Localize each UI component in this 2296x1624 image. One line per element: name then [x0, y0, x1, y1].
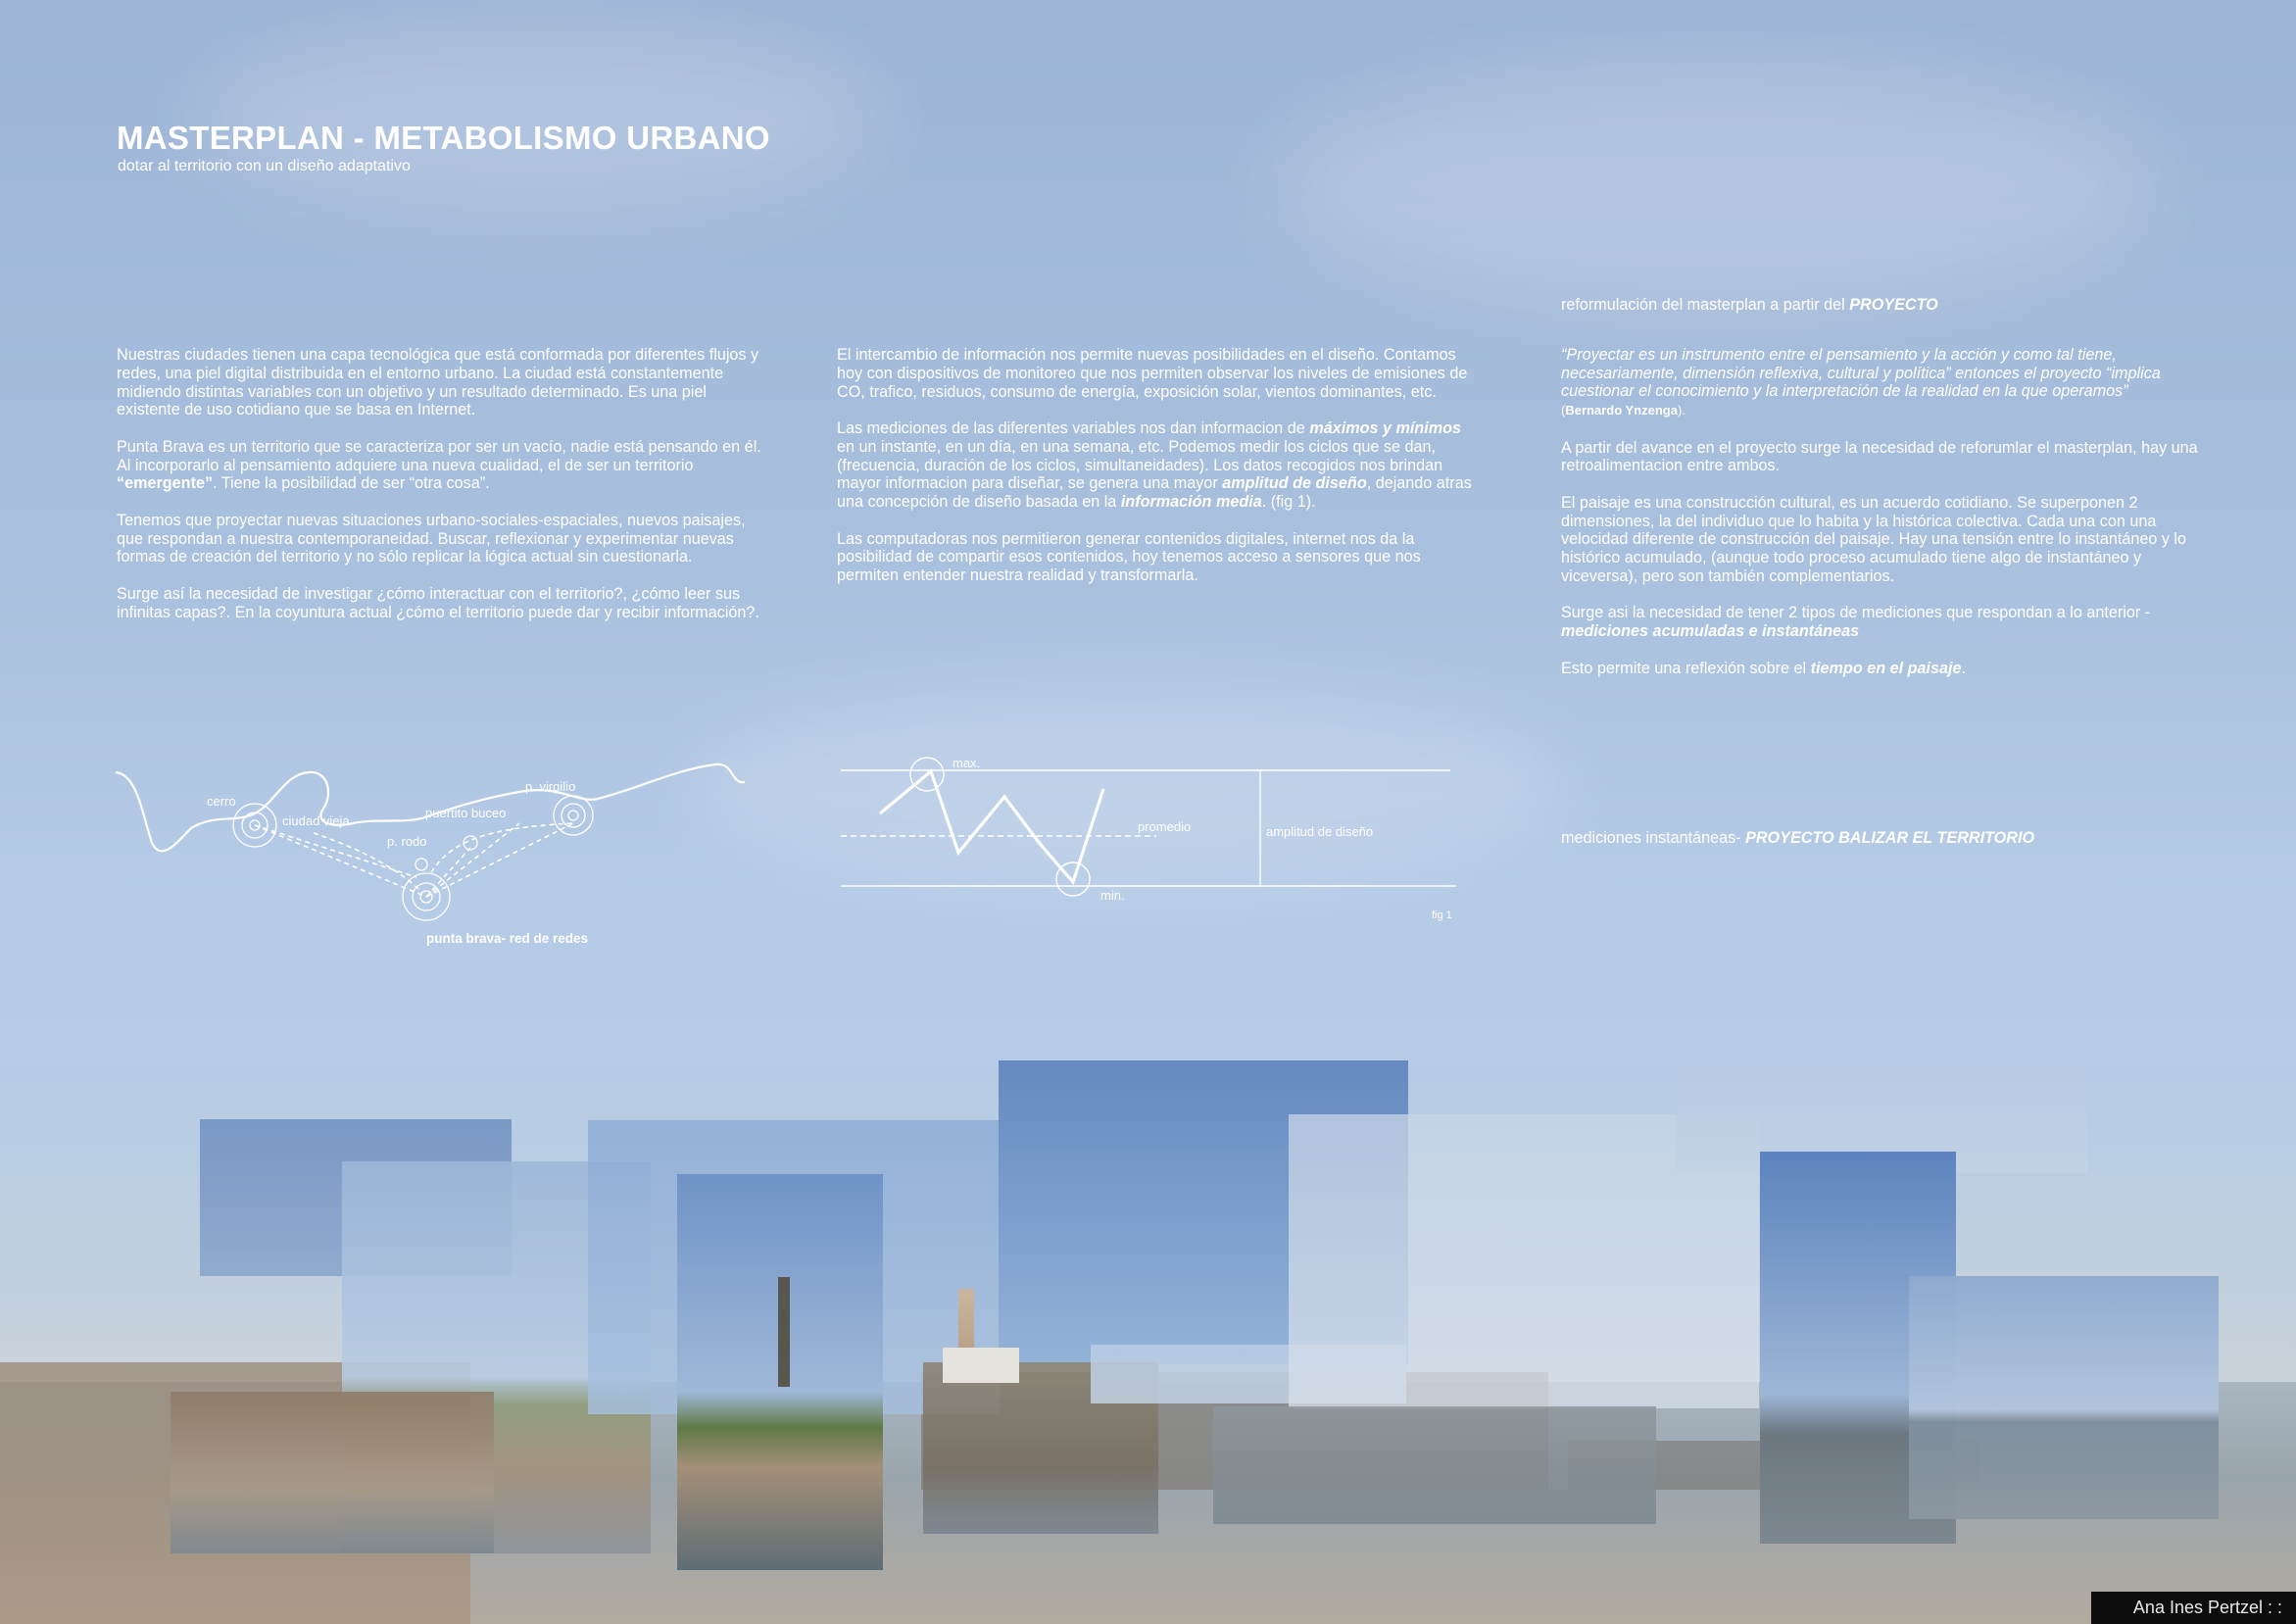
text-column-3 [1561, 296, 2208, 696]
network-link [255, 825, 416, 877]
building [943, 1348, 1019, 1383]
paragraph: Las computadoras nos permitieron generar contenidos digitales, internet nos da la posibilidad de compartir esos contenidos, hoy tenemos acceso a sensores que nos permiten entender nuestra realidad y transformarla. [837, 529, 1421, 585]
paragraph: Surge así la necesidad de investigar ¿cómo interactuar con el territorio?, ¿cómo leer sus infinitas capas?. En la coyuntura actual ¿cómo el territorio puede dar y recibir información?. [117, 584, 759, 621]
label-max: max. [953, 756, 981, 770]
label-p-rodo: p. rodo [387, 834, 427, 849]
paragraph: Surge asi la necesidad de tener 2 tipos de mediciones que respondan a lo anterior - mediciones acumuladas e instantáneas [1561, 604, 2151, 641]
cloud [196, 20, 882, 216]
label-puertito-buceo: puertito buceo [425, 806, 507, 820]
page-subtitle: dotar al territorio con un diseño adaptativo [118, 158, 411, 174]
node-p-virgilio [554, 796, 593, 835]
label-promedio: promedio [1138, 819, 1192, 834]
cloud [1274, 59, 2156, 314]
fig1-amplitude-diagram [833, 750, 1470, 926]
tower [778, 1277, 790, 1387]
photo-panel [171, 1392, 494, 1553]
measurement-signal [880, 771, 1103, 882]
quote: “Proyectar es un instrumento entre el pensamiento y la acción y como tal tiene, necesariamente, dimensión reflexiva, cultural y política” entonces el proyecto “implica cuestionar el conocimiento y la interpretación de la realidad en la que operamos” (Bernardo Ynzenga). [1561, 345, 2161, 418]
paragraph: A partir del avance en el proyecto surge la necesidad de reforumlar el masterplan, hay una retroalimentacion entre ambos. [1561, 438, 2198, 475]
text-column-1 [117, 346, 768, 640]
instantaneas-heading: mediciones instantáneas- PROYECTO BALIZAR EL TERRITORIO [1561, 829, 2035, 847]
network-link [426, 823, 519, 897]
label-p-virgilio: p. virgilio [525, 779, 576, 794]
text-column-2 [837, 346, 1479, 604]
paragraph: Tenemos que proyectar nuevas situaciones urbano-sociales-espaciales, nuevos paisajes, que respondan a nuestra contemporaneidad. Buscar, reflexionar y experimentar nuevas formas de creación del territorio y no sólo replicar la lógica actual sin cuestionarla. [117, 511, 746, 566]
label-min: min. [1100, 888, 1125, 903]
photo-panel [1213, 1406, 1656, 1524]
network-link [426, 823, 573, 897]
label-cerro: cerro [207, 794, 236, 809]
label-ciudad-vieja: ciudad vieja [282, 813, 350, 828]
paragraph: El intercambio de información nos permite nuevas posibilidades en el diseño. Contamos hoy con dispositivos de monitoreo que nos permiten observar los niveles de emisiones de CO, trafico, residuos, consumo de energía, exposición solar, vientos dominantes, etc. [837, 346, 1468, 401]
column-lead: reformulación del masterplan a partir del PROYECTO [1561, 296, 1938, 314]
node-p-rodo [415, 859, 427, 870]
paragraph: Esto permite una reflexión sobre el tiempo en el paisaje. [1561, 659, 1966, 677]
paragraph: Nuestras ciudades tienen una capa tecnológica que está conformada por diferentes flujos y redes, una piel digital distribuida en el entorno urbano. La ciudad está constantemente midiendo distintas variables con un objetivo y un resultado determinado. Es una piel existente de uso cotidiano que se basa en Internet. [117, 346, 759, 419]
author-signature: Ana Ines Pertzel : : [2091, 1592, 2296, 1624]
paragraph: Las mediciones de las diferentes variables nos dan informacion de máximos y mínimos en un instante, en un día, en una semana, etc. Podemos medir los ciclos que se dan, (frecuencia, duración de los ciclos, simultaneidades). Los datos recogidos nos brindan mayor informacion para diseñar, se genera una mayor amplitud de diseño, dejando atras una concepción de diseño basada en la información media. (fig 1). [837, 418, 1472, 512]
label-amplitud: amplitud de diseño [1266, 824, 1374, 839]
fig-caption: fig 1 [1432, 910, 1452, 921]
network-link [431, 823, 573, 872]
photo-panel [1909, 1276, 2219, 1519]
paragraph: Punta Brava es un territorio que se caracteriza por ser un vacío, nadie está pensando en él. Al incorporarlo al pensamiento adquiere una nueva cualidad, el de ser un territorio “emergente”. Tiene la posibilidad de ser “otra cosa”. [117, 437, 761, 493]
page-title: MASTERPLAN - METABOLISMO URBANO [117, 120, 770, 156]
network-map-diagram [108, 755, 755, 951]
paragraph: El paisaje es una construcción cultural, es un acuerdo cotidiano. Se superponen 2 dimensiones, la del individuo que lo habita y la histórica colectiva. Cada una con una velocidad diferente de construcción del paisaje. Hay una tensión entre lo instantáneo y lo histórico acumulado, (aunque todo proceso acumulado tiene algo de instantáneo y viceversa), pero son también complementarios. [1561, 493, 2187, 585]
map-caption: punta brava- red de redes [426, 931, 589, 946]
